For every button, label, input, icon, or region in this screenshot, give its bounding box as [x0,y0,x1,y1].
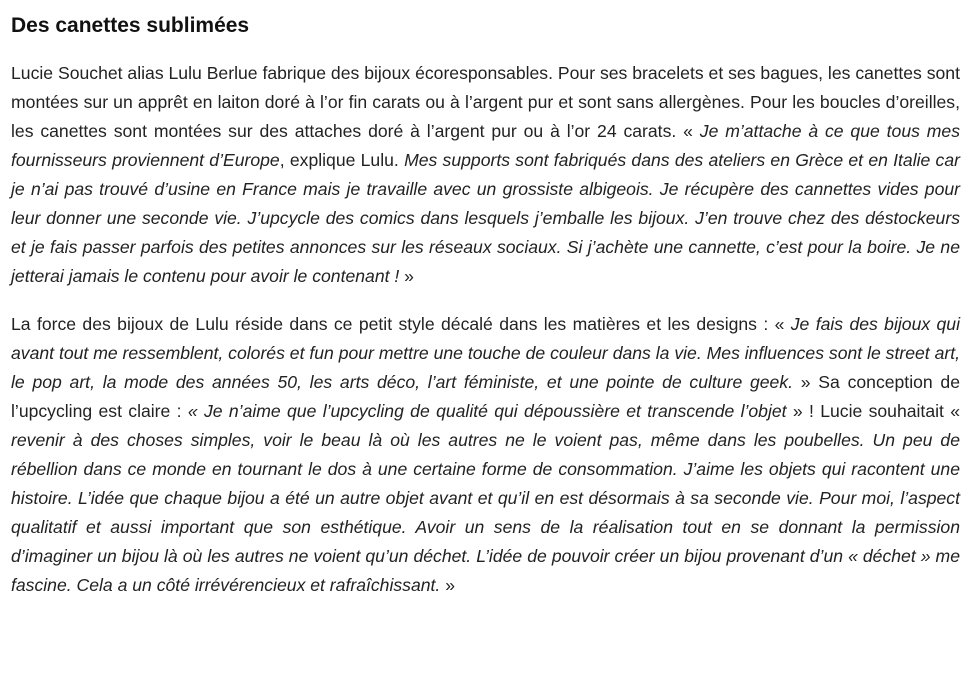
quote-text: Mes supports sont fabriqués dans des ateliers en Grèce et en Italie car je n’ai pas trouvé d’usine en France mais je travaille avec un grossiste albigeois. Je récupère des cannettes vides pour leur donner une seconde vie. J’upcycle des comics dans lesquels j’emballe les bijoux. J’en trouve chez des déstockeurs et je fais passer parfois des petites annonces sur les réseaux sociaux. Si j’achète une cannette, c’est pour la boire. Je ne jetterai jamais le contenu pour avoir le contenant ! [11,150,960,286]
attribution-text: , explique Lulu. [279,150,405,170]
quote-text: revenir à des choses simples, voir le beau là où les autres ne le voient pas, même dans les poubelles. Un peu de rébellion dans ce monde en tournant le dos à une certaine forme de consommation. J’aime les objets qui racontent une histoire. L’idée que chaque bijou a été un autre objet avant et qu’il en est désormais à sa seconde vie. Pour moi, l’aspect qualitatif et aussi important que son esthétique. Avoir un sens de la réalisation tout en se donnant la permission d’imaginer un bijou là où les autres ne voient qu’un déchet. L’idée de pouvoir créer un bijou provenant d’un « déchet » me fascine. Cela a un côté irrévérencieux et rafraîchissant. [11,430,960,595]
paragraph-text: Lucie Souchet alias Lulu Berlue fabrique des bijoux écoresponsables. Pour ses bracelets et ses bagues, les canettes sont montées sur un apprêt en laiton doré à l’or fin carats ou à l’argent pur et sont sans allergènes. Pour les boucles d’oreilles, les canettes sont montées sur des attaches doré à l’argent pur ou à l’or 24 carats. « [11,63,960,141]
paragraph-style [11,310,960,600]
quote-text: Je fais des bijoux qui avant tout me ressemblent, colorés et fun pour mettre une touche de couleur dans la vie. Mes influences sont le street art, le pop art, la mode des années 50, les arts déco, l’art féministe, et une pointe de culture geek. [11,314,961,392]
paragraph-sourcing [11,59,960,291]
quote-text: « Je n’aime que l’upcycling de qualité qui dépoussière et transcende l’objet [187,401,787,421]
closing-quote-mark: » [440,575,455,595]
paragraph-text: » Sa conception de l’upcycling est claire : [11,372,960,421]
section-heading: Des canettes sublimées [11,14,250,37]
quote-text: Je m’attache à ce que tous mes fournisseurs proviennent d’Europe [11,121,960,170]
paragraph-text: La force des bijoux de Lulu réside dans ce petit style décalé dans les matières et les designs : « [11,314,791,334]
paragraph-text: » ! Lucie souhaitait « [786,401,961,421]
closing-quote-mark: » [399,266,414,286]
